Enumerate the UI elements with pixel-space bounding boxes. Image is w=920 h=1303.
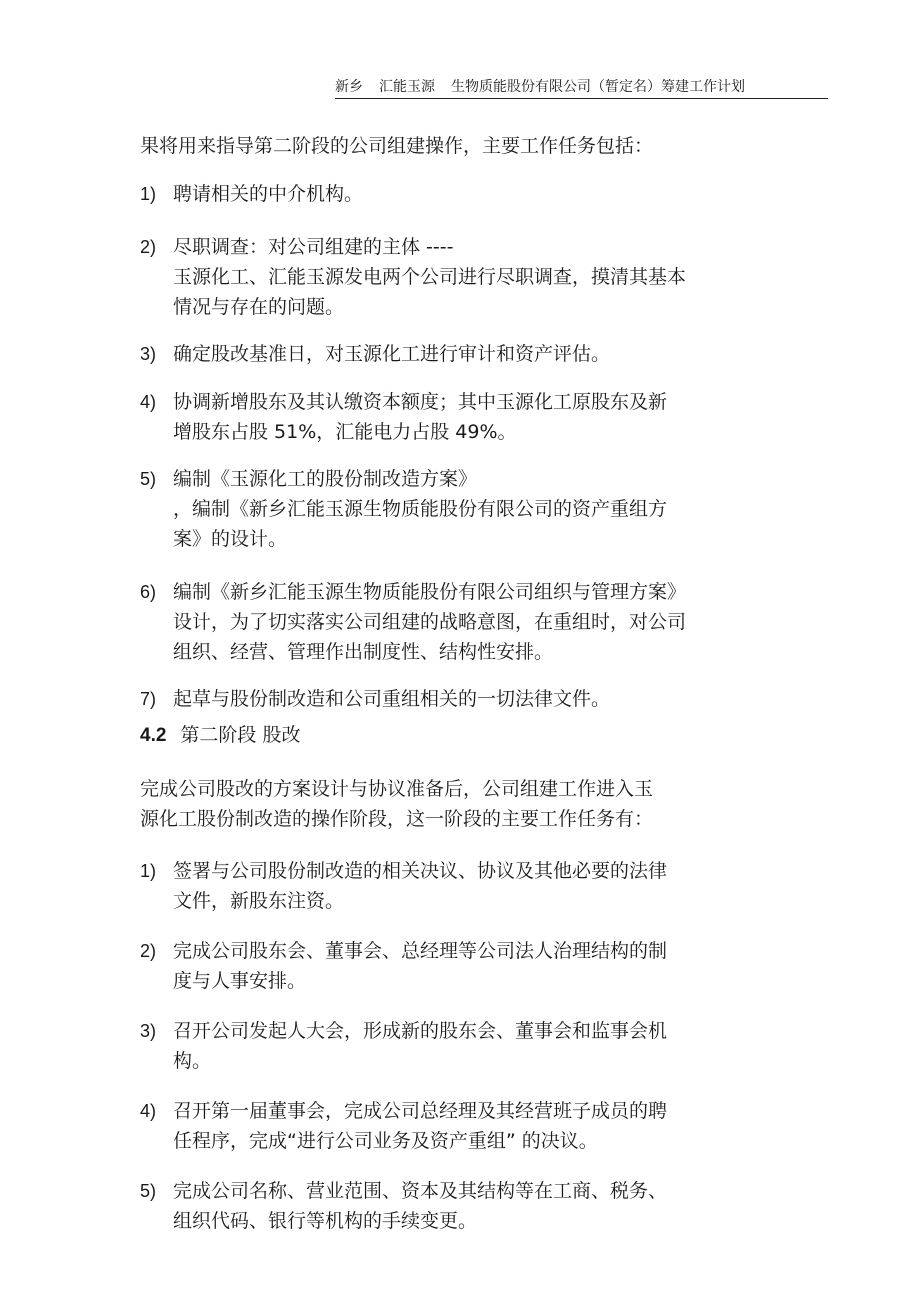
phase1-task-list (140, 179, 750, 714)
item-number: 6) (140, 582, 157, 602)
list-item (140, 232, 750, 322)
item-text: 完成公司股东会、董事会、总经理等公司法人治理结构的制 度与人事安排。 (173, 940, 668, 992)
item-text: 确定股改基准日，对玉源化工进行审计和资产评估。 (173, 343, 611, 365)
list-item (140, 339, 750, 369)
item-text: 起草与股份制改造和公司重组相关的一切法律文件。 (173, 688, 611, 710)
list-item (140, 577, 750, 667)
item-number: 3) (140, 1021, 157, 1041)
list-item (140, 856, 750, 916)
item-number: 1) (140, 861, 157, 881)
item-number: 5) (140, 469, 157, 489)
item-text: 聘请相关的中介机构。 (173, 183, 364, 205)
item-number: 2) (140, 237, 157, 257)
item-number: 7) (140, 689, 157, 709)
page-body (140, 131, 750, 1236)
item-text: 召开第一届董事会，完成公司总经理及其经营班子成员的聘 任程序，完成“进行公司业务及资产重组” 的决议。 (173, 1100, 668, 1152)
item-number: 4) (140, 392, 157, 412)
item-number: 3) (140, 344, 157, 364)
phase2-task-list (140, 856, 750, 1236)
phase2-intro-paragraph: 完成公司股改的方案设计与协议准备后，公司组建工作进入玉 源化工股份制改造的操作阶段，这一阶段的主要工作任务有： (140, 778, 654, 830)
item-text: 编制《新乡汇能玉源生物质能股份有限公司组织与管理方案》 设计，为了切实落实公司组建的战略意图，在重组时，对公司 组织、经营、管理作出制度性、结构性安排。 (173, 581, 687, 663)
header-brand: 汇能玉源 (379, 79, 435, 95)
list-item (140, 1096, 750, 1156)
section-title: 第二阶段 股改 (180, 724, 301, 746)
item-text: 编制《玉源化工的股份制改造方案》 ，编制《新乡汇能玉源生物质能股份有限公司的资产重组方 案》的设计。 (173, 468, 668, 550)
list-item (140, 684, 750, 714)
list-item (140, 179, 750, 209)
item-text: 签署与公司股份制改造的相关决议、协议及其他必要的法律 文件，新股东注资。 (173, 860, 668, 912)
list-item (140, 936, 750, 996)
item-number: 4) (140, 1101, 157, 1121)
item-text: 协调新增股东及其认缴资本额度；其中玉源化工原股东及新 增股东占股 51%，汇能电力占股 49%。 (173, 391, 668, 443)
intro-paragraph: 果将用来指导第二阶段的公司组建操作，主要工作任务包括： (140, 135, 654, 157)
list-item (140, 1016, 750, 1076)
item-number: 5) (140, 1181, 157, 1201)
header-city: 新乡 (335, 79, 363, 95)
section-heading (140, 720, 750, 751)
list-item (140, 387, 750, 447)
header-doc-title: 生物质能股份有限公司（暂定名）筹建工作计划 (451, 79, 745, 95)
running-header (335, 78, 828, 99)
item-number: 1) (140, 184, 157, 204)
item-text: 召开公司发起人大会，形成新的股东会、董事会和监事会机 构。 (173, 1020, 668, 1072)
list-item (140, 464, 750, 554)
item-text: 完成公司名称、营业范围、资本及其结构等在工商、税务、 组织代码、银行等机构的手续变更。 (173, 1180, 668, 1232)
item-number: 2) (140, 941, 157, 961)
list-item (140, 1176, 750, 1236)
item-text: 尽职调查：对公司组建的主体 ---- 玉源化工、汇能玉源发电两个公司进行尽职调查，摸清其基本 情况与存在的问题。 (173, 236, 687, 318)
section-number: 4.2 (140, 725, 167, 746)
